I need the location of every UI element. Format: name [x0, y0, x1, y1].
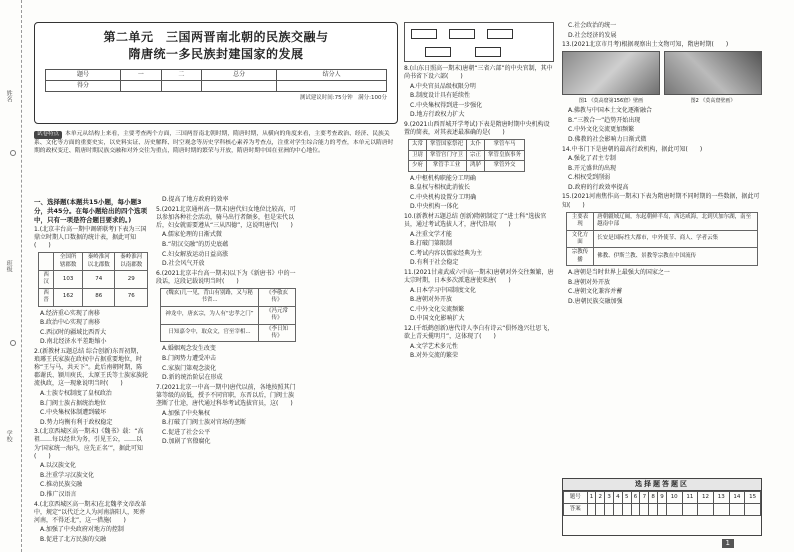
unit-title-box — [34, 22, 398, 124]
question-2: 2.(新教材五题总结 综合创新)东晋初期，琅琊王氏家族在政权中占据重要地位，时称“王与马，共天下”。此后南朝时期，陈郡谢氏、颍川庾氏、太原王氏等士族家族轮流执政，这一现象说明当时( ) — [34, 347, 149, 388]
option[interactable]: B.门阀士族占据统治地位 — [40, 399, 107, 407]
option[interactable]: B.唐朝对外开放 — [568, 278, 611, 286]
option[interactable]: D.推广汉语言 — [40, 490, 77, 498]
option[interactable]: C.推动民族交融 — [40, 481, 83, 489]
option[interactable]: D.中央机构一体化 — [410, 203, 459, 211]
option[interactable]: B.促进了北方民族的交融 — [40, 535, 107, 543]
page-number: 1 — [722, 539, 734, 548]
option[interactable]: A.加强了中央政府对地方的控制 — [40, 526, 124, 534]
option[interactable]: D.南北经济水平差距缩小 — [40, 338, 107, 346]
answer-cell[interactable] — [622, 504, 631, 516]
population-table: 全国所辖郡数 秦岭淮河以北郡数 秦岭淮河以南郡数 西汉 103 74 29 西晋 162 86 76 — [38, 252, 148, 307]
question-10: 10.(新教材五题总结 创新)隋朝制定了“进士科”选拔官员，通过考试选拔人才，唐代沿用( ) — [404, 212, 547, 228]
option[interactable]: C.西汉时的疆域比西晋大 — [40, 328, 107, 336]
score-cell[interactable] — [121, 80, 161, 91]
option[interactable]: D.地方行政权力扩大 — [410, 111, 465, 119]
option[interactable]: D.新的统治阶层在形成 — [162, 374, 223, 382]
answer-number: 3 — [605, 492, 614, 504]
test-time-note: 测试建议时间:75分钟 满分:100分 — [299, 94, 387, 101]
option[interactable]: C.社会政治的统一 — [568, 22, 617, 29]
answer-cell[interactable] — [682, 504, 698, 516]
answer-number: 2 — [596, 492, 605, 504]
question-11: 11.(2021甘肃武威六中高一期末)唐朝对外交往频繁，唐太宗时期，日本多次派遣唐使来唐( ) — [404, 268, 554, 285]
option[interactable]: B.注重学习汉族文化 — [40, 471, 95, 479]
option[interactable]: B.“胡汉交融”的历史底蕴 — [162, 240, 229, 248]
option[interactable]: D.唐朝民族交融加强 — [568, 297, 623, 305]
option[interactable]: D.有利于社会稳定 — [410, 259, 459, 267]
answer-grid: 题号 1 2 3 4 5 6 7 8 9 10 11 12 13 14 15 答案 — [563, 491, 761, 516]
answer-cell[interactable] — [613, 504, 622, 516]
margin-label-school: 学校 — [5, 430, 13, 442]
option[interactable]: B.门阀势力遭受冲击 — [162, 355, 217, 363]
option[interactable]: A.中枢机构职能分工明确 — [410, 174, 476, 182]
unit-title: 第二单元 三国两晋南北朝的民族交融与 隋唐统一多民族封建国家的发展 — [103, 30, 329, 61]
question-4: 4.(北京西城区高一期末)在北魏孝文帝改革中，规定“以代迁之人为河南洛阳人，死葬河南，不得还北”，这一措施( ) — [34, 500, 147, 524]
column-1 — [34, 196, 149, 543]
answer-cell[interactable] — [666, 504, 682, 516]
answer-number: 10 — [666, 492, 682, 504]
score-cell[interactable] — [202, 80, 277, 91]
answer-number: 8 — [649, 492, 658, 504]
answer-number: 1 — [587, 492, 596, 504]
option[interactable]: D.社会经济的发展 — [568, 31, 617, 39]
answer-cell[interactable] — [729, 504, 745, 516]
answer-number: 5 — [622, 492, 631, 504]
answer-number: 15 — [745, 492, 761, 504]
answer-cell[interactable] — [658, 504, 667, 516]
option[interactable]: C.妇女解放运动日益高涨 — [162, 250, 229, 258]
option[interactable]: A.加强了中央集权 — [162, 409, 210, 417]
option[interactable]: D.势力均衡有利于政权稳定 — [40, 418, 113, 426]
intro-tag: 试卷特点 — [34, 131, 62, 139]
answer-cell[interactable] — [640, 504, 649, 516]
answer-cell[interactable] — [713, 504, 729, 516]
answer-number: 13 — [713, 492, 729, 504]
answer-number: 12 — [698, 492, 714, 504]
option[interactable]: C.相权受到削弱 — [568, 174, 611, 182]
option[interactable]: A.士族专权制度了皇权政治 — [40, 389, 112, 397]
option[interactable]: A.注重文学才能 — [410, 230, 452, 238]
option[interactable]: C.考试内容以儒家经典为主 — [410, 249, 483, 257]
option[interactable]: D.提高了地方政府的效率 — [162, 196, 229, 203]
option[interactable]: B.对外交流的繁荣 — [410, 352, 459, 360]
answer-cell[interactable] — [605, 504, 614, 516]
option[interactable]: D.政府的行政效率提高 — [568, 183, 629, 191]
score-table: 题号 一 二 总分 结分人 得分 — [45, 69, 387, 92]
question-14: 14.中书门下是唐朝的最高行政机构，据此可知( ) — [562, 145, 703, 153]
option[interactable]: B.皇权与相权此消彼长 — [410, 184, 471, 192]
image-caption-1: 图1 《莫高窟第156窟》壁画 — [578, 98, 644, 105]
question-7: 7.(2021北京一中高一期中)唐代以前，各地按照其门第等级的高低，授予不同官职，东晋以后，门阀士族垄断了仕途，唐代通过科举考试选拔官员，这( ) — [156, 383, 296, 408]
question-1: 1.(北京丰台高一期中调研联考)下表为三国鼎立时期人口数据的统计表，据此可知( ) — [34, 225, 147, 249]
option[interactable]: C.中央机构设置分工明确 — [410, 193, 477, 201]
column-2 — [156, 196, 296, 536]
answer-number: 6 — [631, 492, 640, 504]
answer-cell[interactable] — [649, 504, 658, 516]
option[interactable]: A.中央官员品级权限分明 — [410, 82, 476, 90]
question-9: 9.(2021山西晋城开学考试)下表是隋唐时期中央机构设置的简表，对其表述最准确的是( ) — [404, 121, 550, 137]
mural-image-1 — [562, 51, 660, 95]
option[interactable]: B.制度设计具有延续性 — [410, 92, 471, 100]
answer-card-title: 选择题答题区 — [563, 479, 761, 491]
intro-text: 本单元从结构上来看，主要考查两个方面，三国两晋南北朝时期，隋唐时期，从横向的角度来看，主要考查政治、经济、民族关系、文化等方面的重要史实，以史料实证、历史解释、时空观念等历史学科核心素养为考查点，注重对学生综合能力的考查，本单元以隋唐时期的政权变迁、隋唐时期民族交融和对外交往为重点，隋唐时期的繁荣与开放，隋唐时期中国在亚洲的中心地位。 — [34, 131, 394, 155]
option[interactable]: D.加剧了官僚腐化 — [162, 438, 211, 446]
margin-label-class: 班级 — [5, 260, 13, 272]
option[interactable]: B.打破门第限制 — [410, 240, 453, 248]
answer-number: 7 — [640, 492, 649, 504]
option[interactable]: C.促进了社会公平 — [162, 428, 211, 436]
score-cell[interactable] — [161, 80, 201, 91]
option[interactable]: C.中外文化交流更加频繁 — [568, 126, 635, 134]
option[interactable]: A.婚姻观念发生改变 — [162, 345, 216, 353]
question-12: 12.(千纸鹤创新)唐代诗人李白有诗云“俱怀逸兴壮思飞，欲上青天揽明月”，这体现了( ) — [404, 325, 554, 341]
answer-number: 9 — [658, 492, 667, 504]
option[interactable]: A.佛教与中国本土文化逐渐融合 — [568, 107, 652, 115]
answer-cell[interactable] — [587, 504, 596, 516]
option[interactable]: C.家族门第观念淡化 — [162, 364, 217, 372]
option[interactable]: A.儒家伦理的日渐式微 — [162, 231, 222, 239]
answer-cell[interactable] — [596, 504, 605, 516]
question-8: 8.(山东日照高一期末)唐朝“三省六部”的中央官制，其中尚书省下设六部( ) — [404, 65, 553, 81]
option[interactable]: A.唐朝是当时世界上最强大的国家之一 — [568, 269, 670, 277]
option[interactable]: C.中外文化交流频繁 — [410, 305, 465, 313]
option[interactable]: A.以汉族文化 — [40, 462, 76, 470]
option[interactable]: A.经济重心实现了南移 — [40, 309, 100, 317]
margin-label-name: 姓名 — [5, 90, 13, 102]
option[interactable]: A.日本学习中国制度文化 — [410, 286, 476, 294]
binding-hole-icon — [10, 340, 16, 346]
structure-diagram — [404, 22, 554, 62]
mural-image-2 — [664, 51, 762, 95]
option[interactable]: A.强化了君主专制 — [568, 155, 616, 163]
answer-number: 4 — [613, 492, 622, 504]
option[interactable]: B.唐朝对外开放 — [410, 296, 453, 304]
option[interactable]: C.唐朝文化兼容并蓄 — [568, 288, 623, 296]
institutions-table: 太常 掌管国家祭祀 太仆 掌管车马 卫尉 掌管宫门守卫 宗正 掌管皇族事务 少府 掌管手工业 鸿胪 掌管外交 — [408, 139, 525, 171]
option[interactable]: D.佛教的社会影响力日渐式微 — [568, 135, 647, 143]
column-3 — [404, 22, 554, 536]
question-6: 6.(2021北京丰台高一期末)以下为《新唐书》中的一段话，这段记载说明当时( ) — [156, 269, 296, 285]
answer-cell[interactable] — [698, 504, 714, 516]
option[interactable]: C.中央集权体制遭到破坏 — [40, 409, 107, 417]
question-5: 5.(2021北京通州高一期末)唐代妇女地位比较高，可以参加各种社会活动，骑马出行者颇多，但是宋代以后，妇女就需要遵从“三从四德”，这说明唐代( ) — [156, 205, 296, 229]
option[interactable]: B.“三教合一”趋势开始出现 — [568, 116, 641, 124]
image-caption-2: 图2 《莫高窟壁画》 — [690, 98, 736, 105]
tang-features-table: 主要表现 唐朝疆域辽阔，东起朝鲜半岛，西达咸海，北到贝加尔湖，南至越南中部 文化方面 长安是国际性大都市，中外使节、商人、学者云集 宗教传播 佛教、伊斯兰教、景教等宗教在中国流传 — [566, 212, 758, 267]
option[interactable]: B.打破了门阀士族对官场的垄断 — [162, 419, 247, 427]
option[interactable]: D.社会风气开放 — [162, 260, 205, 268]
binding-margin — [0, 0, 22, 552]
mural-images — [562, 51, 762, 105]
answer-number: 11 — [682, 492, 698, 504]
option[interactable]: B.政治中心实现了南移 — [40, 319, 101, 327]
answer-card — [562, 478, 762, 536]
option[interactable]: B.开元盛世的出现 — [568, 164, 617, 172]
section-heading: 一、选择题(本题共15小题，每小题3分，共45分。在每小题给出的四个选项中，只有一项是符合题目要求的。) — [34, 198, 148, 224]
answer-cell[interactable] — [745, 504, 761, 516]
option[interactable]: D.中国文化影响扩大 — [410, 315, 465, 323]
score-cell[interactable] — [277, 80, 387, 91]
option[interactable]: A.文学艺术多元性 — [410, 342, 458, 350]
exam-intro — [34, 130, 398, 156]
question-13: 13.(2021北京市月考)根据观察出土文物可知，隋唐时期( ) — [562, 41, 729, 49]
binding-hole-icon — [10, 150, 16, 156]
option[interactable]: C.中央集权得到进一步强化 — [410, 101, 483, 109]
question-15: 15.(2021河南焦作高一期末)下表为隋唐时期不同时期的一些数据，据此可知( ) — [562, 193, 760, 209]
column-4 — [562, 22, 762, 536]
tang-records-table: (魏玄)几一见，背山有别路，又与秘书省... 《李敬玄传》 神龙中，唐玄宗，为人有“忠孝之门” 《冯元常传》 日知嘉令中，取众文，官至宰相... 《李日知传》 — [160, 288, 296, 343]
answer-cell[interactable] — [631, 504, 640, 516]
answer-number: 14 — [729, 492, 745, 504]
question-3: 3.(北京西城区高一期末)《魏书》载：“高祖……每以经世为务，引见王公，……以为‘国家统一海内，应先正名’”，据此可知( ) — [34, 428, 144, 460]
